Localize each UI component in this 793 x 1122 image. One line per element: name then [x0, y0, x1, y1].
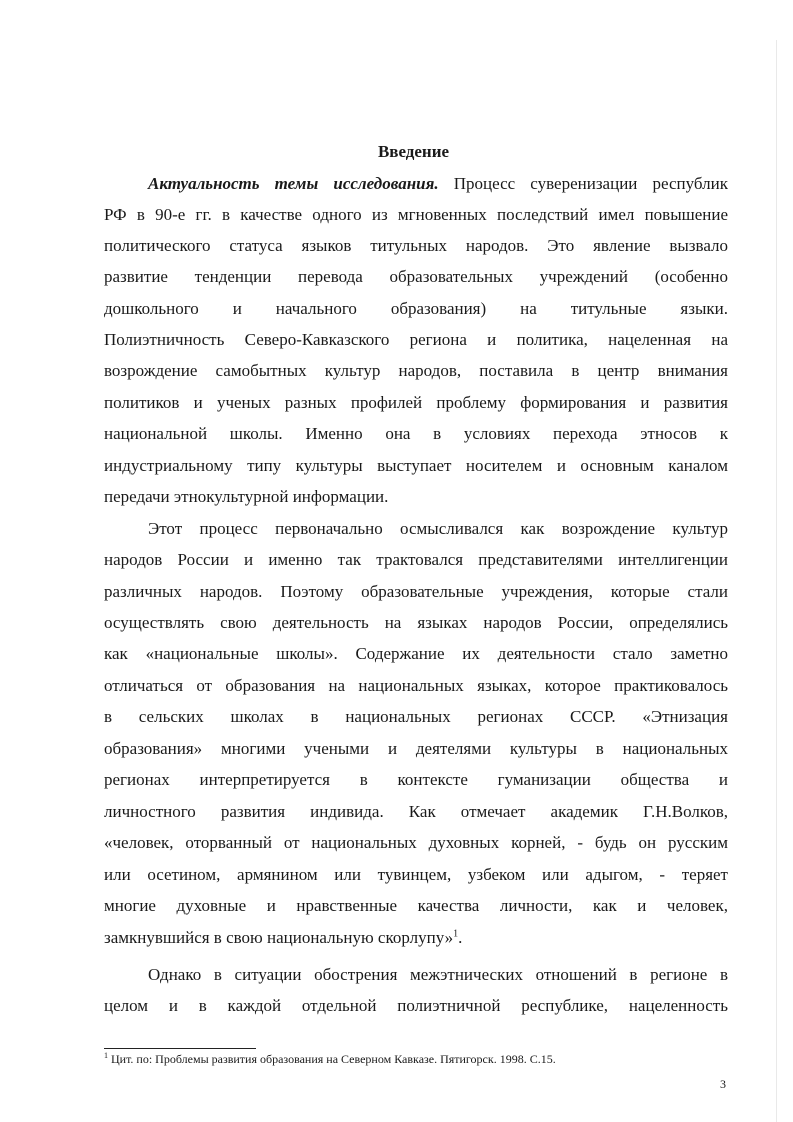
paragraph-1-line-2: РФ в 90-е гг. в качестве одного из мгновенных последствий имел повышение [104, 205, 728, 224]
paragraph-1-line-10: индустриальному типу культуры выступает носителем и основным каналом [104, 456, 728, 475]
paragraph-2-line-1: Этот процесс первоначально осмысливался как возрождение культур [148, 519, 728, 538]
page-number: 3 [720, 1077, 726, 1091]
footnote-text: Цит. по: Проблемы развития образования на Северном Кавказе. Пятигорск. 1998. С.15. [108, 1052, 556, 1066]
paragraph-3-line-1: Однако в ситуации обострения межэтнических отношений в регионе в [148, 965, 728, 984]
paragraph-2-line-9: регионах интерпретируется в контексте гуманизации общества и [104, 770, 728, 789]
paragraph-2-line-14: замкнувшийся в свою национальную скорлупу»$^1$. [104, 928, 463, 947]
section-title: Введение [377, 142, 450, 161]
paragraph-1-line-3: политического статуса языков титульных народов. Это явление вызвало [104, 236, 728, 255]
lead-heading: Актуальность темы исследования. [148, 174, 439, 193]
paragraph-2-line-5: как «национальные школы». Содержание их деятельности стало заметно [104, 644, 728, 663]
paragraph-2-line-2: народов России и именно так трактовался представителями интеллигенции [104, 550, 728, 569]
paragraph-1-line-9: национальной школы. Именно она в условиях перехода этносов к [104, 424, 728, 443]
paragraph-1-line-4: развитие тенденции перевода образовательных учреждений (особенно [104, 267, 728, 286]
paragraph-2-line-11: «человек, оторванный от национальных духовных корней, - будь он русским [104, 833, 728, 852]
footnote [104, 1051, 556, 1067]
footnote-separator [104, 1048, 256, 1049]
paragraph-1-line-8: политиков и ученых разных профилей проблему формирования и развития [104, 393, 728, 412]
paragraph-1-line-11: передачи этнокультурной информации. [104, 487, 389, 506]
page-edge-shadow [776, 40, 777, 1122]
paragraph-2-line-3: различных народов. Поэтому образовательные учреждения, которые стали [104, 582, 728, 601]
paragraph-2-line-13: многие духовные и нравственные качества личности, как и человек, [104, 896, 728, 915]
paragraph-2-line-7: в сельских школах в национальных регионах СССР. «Этнизация [104, 707, 728, 726]
paragraph-1-line-6: Полиэтничность Северо-Кавказского региона и политика, нацеленная на [104, 330, 728, 349]
paragraph-2-line-10: личностного развития индивида. Как отмечает академик Г.Н.Волков, [104, 802, 728, 821]
footnote-marker: 1 [104, 1051, 108, 1060]
paragraph-1-line-5: дошкольного и начального образования) на титульные языки. [104, 299, 728, 318]
paragraph-3-line-2: целом и в каждой отдельной полиэтничной республике, нацеленность [104, 996, 728, 1015]
paragraph-2-line-12: или осетином, армянином или тувинцем, узбеком или адыгом, - теряет [104, 865, 728, 884]
paragraph-2-line-6: отличаться от образования на национальных языках, которое практиковалось [104, 676, 728, 695]
paragraph-1-line-1: Актуальность темы исследования. Процесс суверенизации республик [148, 174, 728, 193]
paragraph-2-line-8: образования» многими учеными и деятелями культуры в национальных [104, 739, 728, 758]
footnote-reference[interactable]: 1 [453, 928, 459, 940]
paragraph-2-line-4: осуществлять свою деятельность на языках народов России, определялись [104, 613, 728, 632]
paragraph-1-line-7: возрождение самобытных культур народов, поставила в центр внимания [104, 361, 728, 380]
